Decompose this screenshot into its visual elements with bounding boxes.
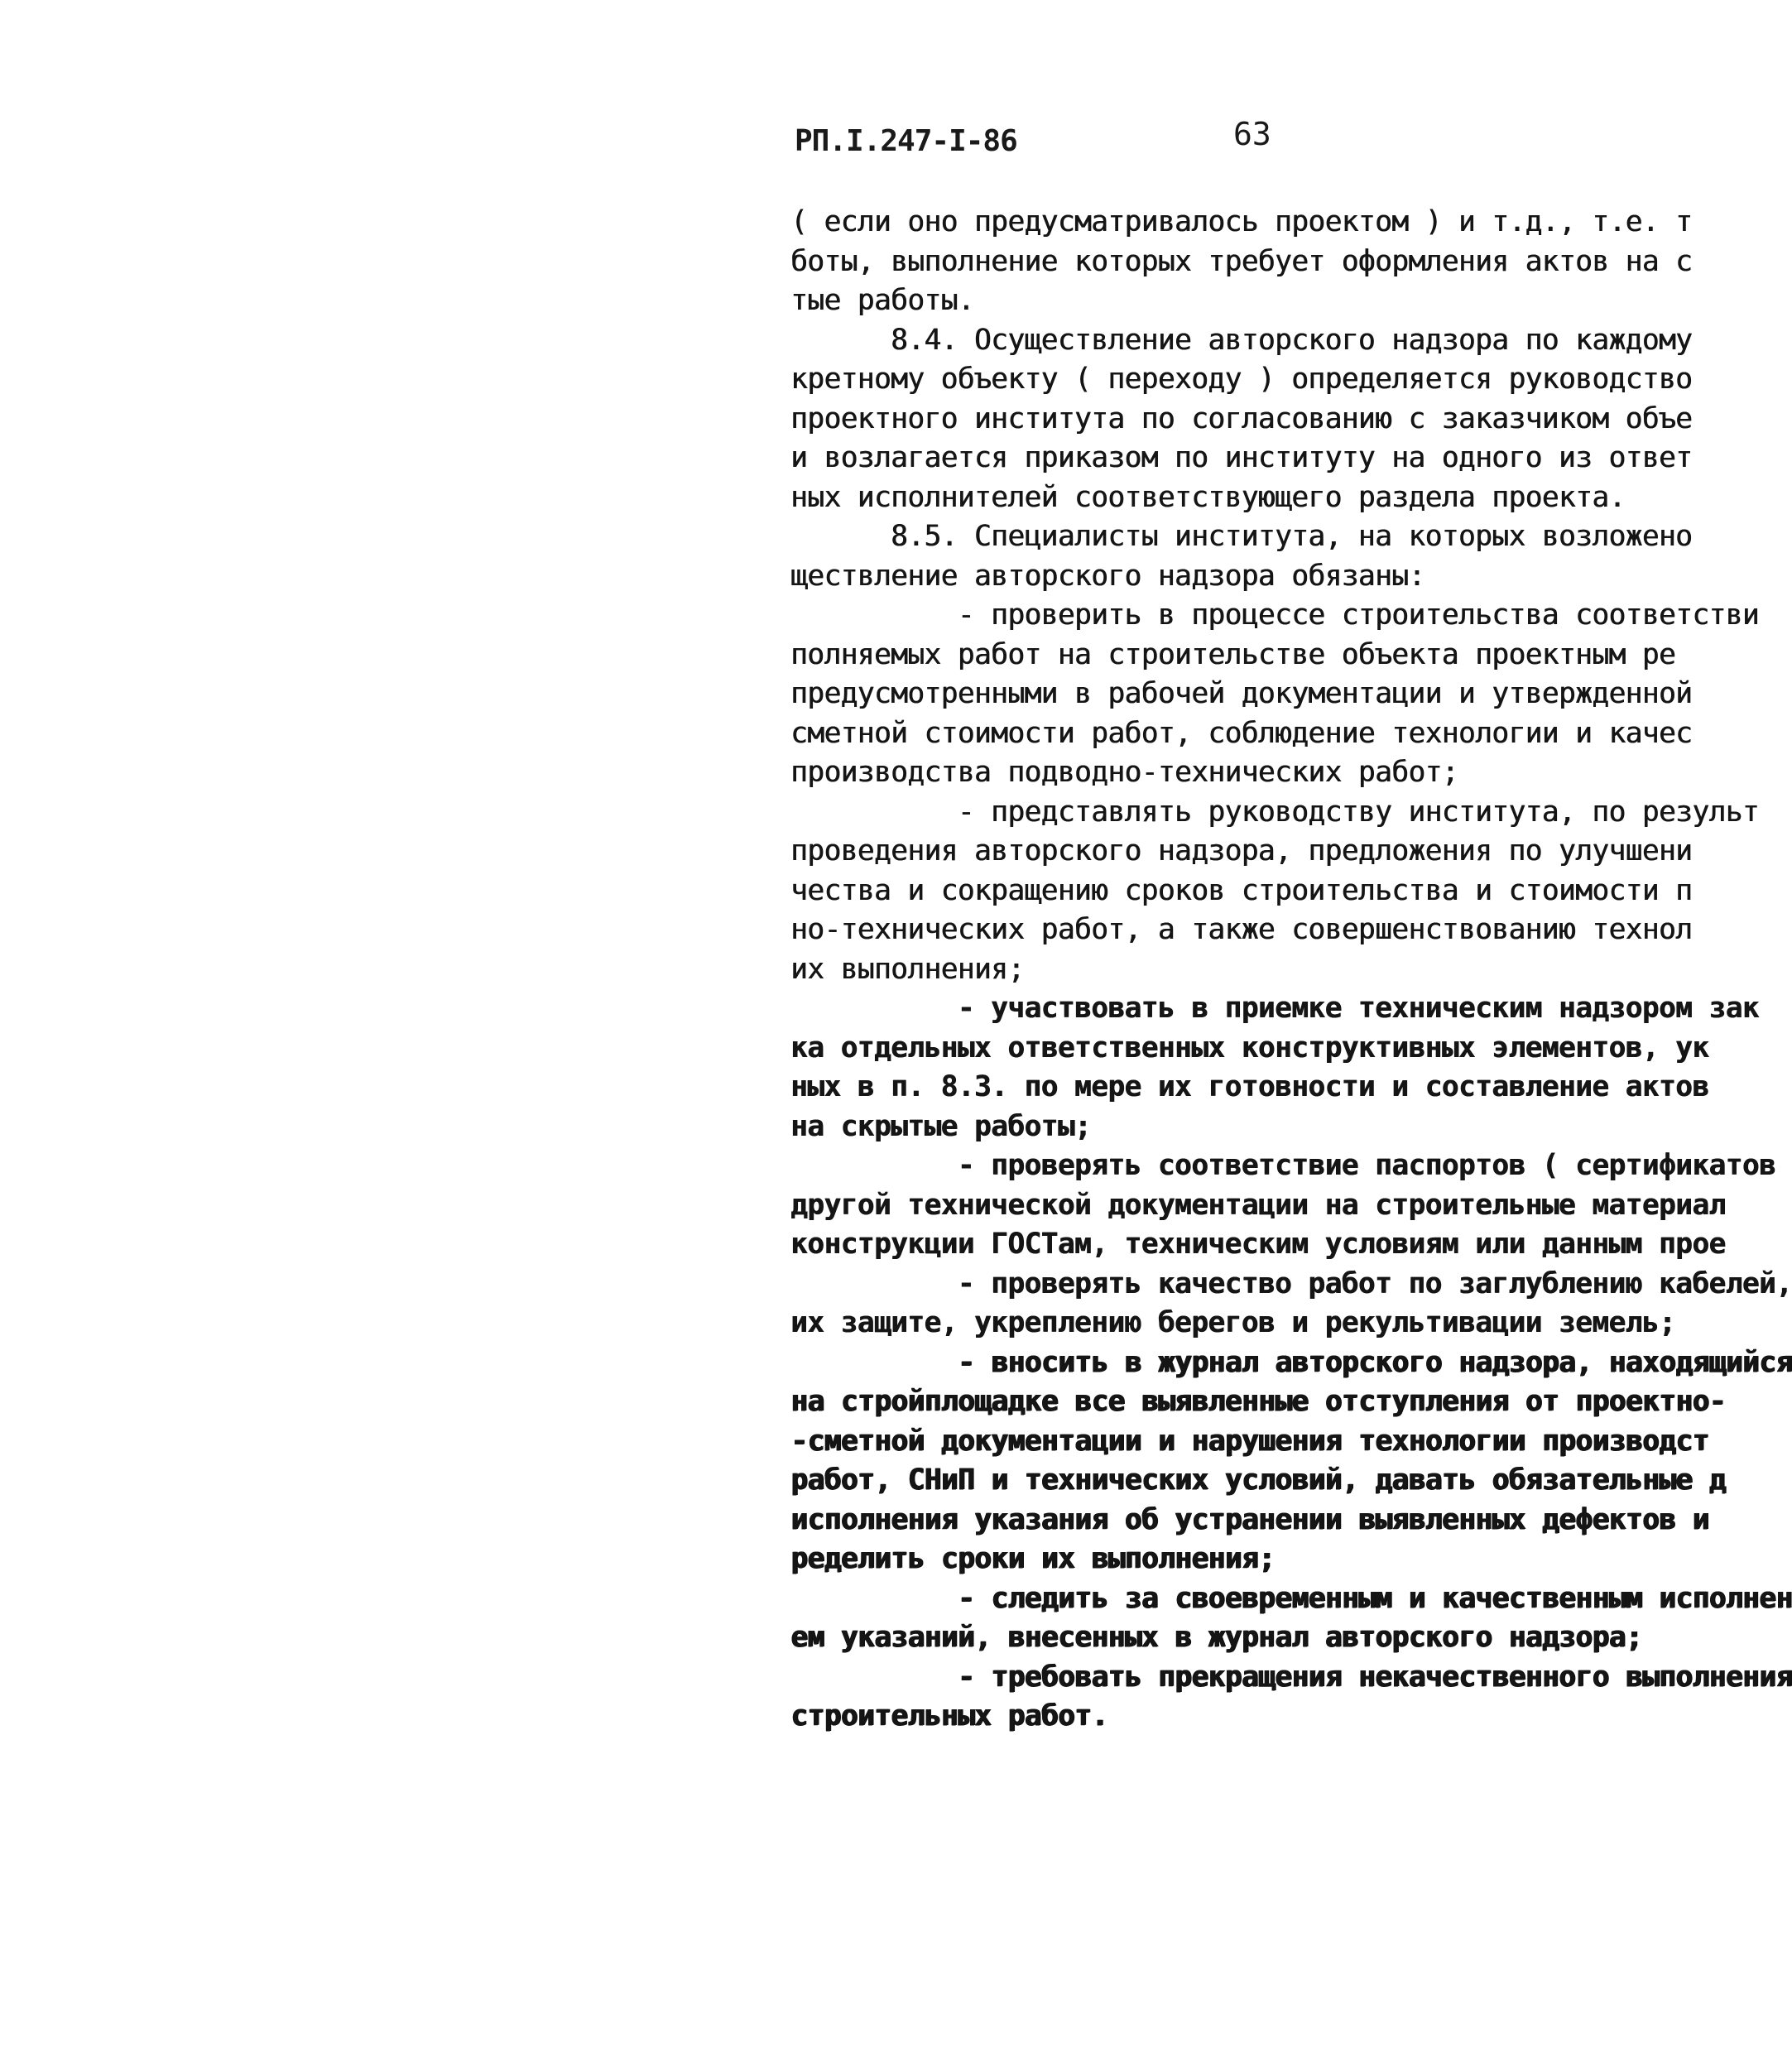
text-line: другой технической документации на строительные материал	[790, 1188, 1726, 1222]
text-line: ществление авторского надзора обязаны:	[790, 559, 1425, 593]
text-line: ем указаний, внесенных в журнал авторского надзора;	[790, 1621, 1642, 1654]
text-line: чества и сокращению сроков строительства и стоимости п	[790, 873, 1693, 907]
body-text	[790, 203, 1792, 1737]
text-line: строительных работ.	[790, 1699, 1108, 1733]
text-line: на стройплощадке все выявленные отступления от проектно-	[790, 1385, 1726, 1418]
text-line: -сметной документации и нарушения технологии производст	[790, 1424, 1709, 1458]
text-line: полняемых работ на строительстве объекта проектным ре	[790, 637, 1676, 671]
text-line: - следить за своевременным и качественным исполнен	[790, 1581, 1792, 1615]
text-line: ных в п. 8.3. по мере их готовности и составление актов	[790, 1070, 1709, 1103]
text-line: их защите, укреплению берегов и рекультивации земель;	[790, 1306, 1676, 1339]
text-line: ка отдельных ответственных конструктивных элементов, ук	[790, 1031, 1709, 1065]
page-header	[795, 116, 1622, 166]
text-line: предусмотренными в рабочей документации и утвержденной	[790, 677, 1693, 710]
text-line: на скрытые работы;	[790, 1109, 1092, 1143]
text-line: их выполнения;	[790, 952, 1025, 986]
text-line: проведения авторского надзора, предложения по улучшени	[790, 834, 1693, 867]
text-line: конструкции ГОСТам, техническим условиям или данным прое	[790, 1228, 1726, 1261]
text-line: боты, выполнение которых требует оформления актов на с	[790, 244, 1693, 278]
text-line: - проверять соответствие паспортов ( сертификатов	[790, 1149, 1776, 1182]
text-line: - проверить в процессе строительства соответстви	[790, 598, 1759, 632]
text-line: - проверять качество работ по заглублению кабелей,	[790, 1266, 1792, 1300]
text-line: кретному объекту ( переходу ) определяется руководство	[790, 363, 1693, 396]
text-line: проектного института по согласованию с заказчиком объе	[790, 401, 1693, 435]
text-line: ( если оно предусматривалось проектом ) и т.д., т.е. т	[790, 205, 1693, 238]
text-line: работ, СНиП и технических условий, давать обязательные д	[790, 1463, 1726, 1497]
text-line: производства подводно-технических работ;	[790, 756, 1458, 789]
document-code: РП.I.247-I-86	[795, 124, 1017, 158]
text-line: - требовать прекращения некачественного выполнения	[790, 1660, 1792, 1694]
text-line: ределить сроки их выполнения;	[790, 1542, 1275, 1575]
text-line: - представлять руководству института, по результ	[790, 795, 1759, 829]
text-line: тые работы.	[790, 284, 974, 317]
text-line: и возлагается приказом по институту на одного из ответ	[790, 441, 1693, 474]
text-line: 8.4. Осуществление авторского надзора по каждому	[790, 323, 1693, 357]
text-line: но-технических работ, а также совершенствованию технол	[790, 913, 1693, 946]
page-number: 63	[1233, 116, 1271, 152]
text-line: исполнения указания об устранении выявленных дефектов и	[790, 1502, 1709, 1536]
text-line: 8.5. Специалисты института, на которых возложено	[790, 520, 1693, 553]
text-line: - участвовать в приемке техническим надзором зак	[790, 992, 1759, 1025]
text-line: ных исполнителей соответствующего раздела проекта.	[790, 480, 1626, 514]
text-line: сметной стоимости работ, соблюдение технологии и качес	[790, 716, 1693, 750]
text-line: - вносить в журнал авторского надзора, находящийся	[790, 1345, 1792, 1379]
